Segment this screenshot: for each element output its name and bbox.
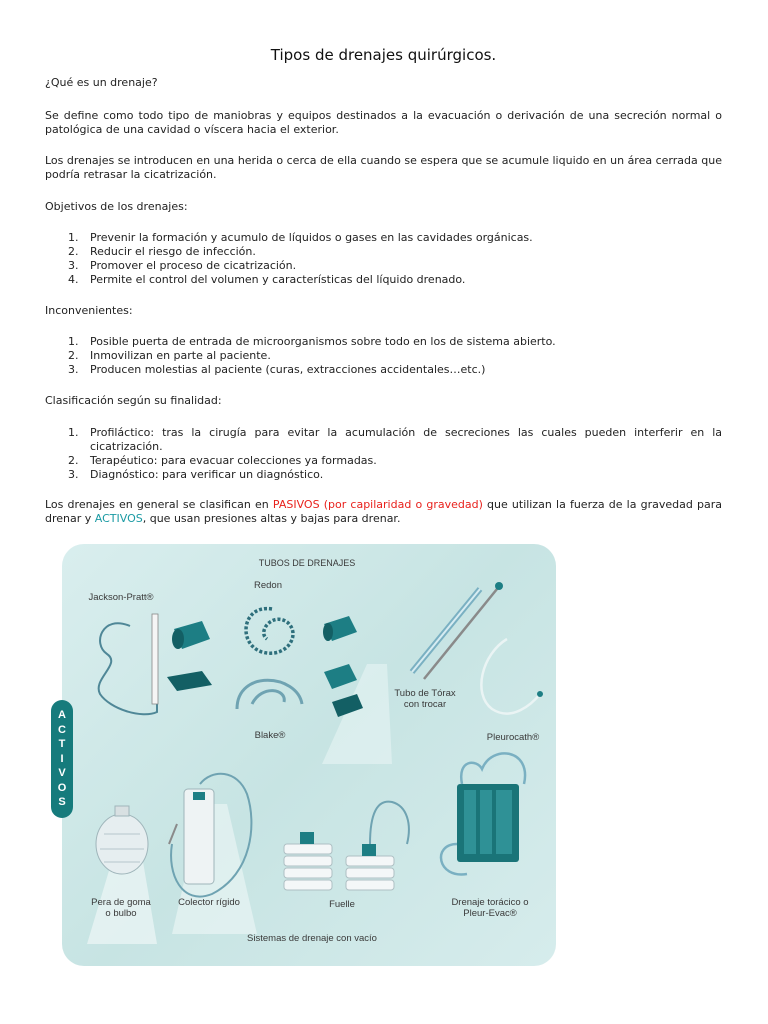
pasivos-highlight: PASIVOS (por capilaridad o gravedad) — [272, 498, 483, 511]
drawbacks-list — [45, 335, 722, 377]
label-blake: Blake® — [254, 730, 286, 741]
list-item: 3. Producen molestias al paciente (curas, extracciones accidentales…etc.) — [68, 363, 486, 376]
figure-header: TUBOS DE DRENAJES — [258, 558, 356, 568]
activos-highlight: ACTIVOS — [94, 512, 143, 525]
label-chest-tube: Tubo de Tórax con trocar — [394, 688, 456, 710]
label-pleur-evac: Drenaje torácico o Pleur-Evac® — [451, 897, 529, 919]
figure-footer: Sistemas de drenaje con vacío — [247, 933, 377, 944]
objectives-list — [45, 231, 722, 287]
label-jackson-pratt: Jackson-Pratt® — [88, 592, 154, 603]
pleurocath-icon — [481, 639, 543, 714]
label-bellows: Fuelle — [329, 899, 355, 910]
list-item: 3. Diagnóstico: para verificar un diagnóstico. — [68, 468, 324, 481]
list-item: 2. Reducir el riesgo de infección. — [68, 245, 256, 258]
list-item: 1. Profiláctico: tras la cirugía para evitar la acumulación de secreciones las cuales pueden interferir en la cicatrización. — [68, 426, 722, 453]
pleur-evac-icon — [441, 753, 525, 874]
label-redon: Redon — [254, 580, 282, 591]
list-item: 2. Inmovilizan en parte al paciente. — [68, 349, 271, 362]
objectives-heading: Objetivos de los drenajes: — [45, 200, 188, 213]
page-title: Tipos de drenajes quirúrgicos. — [270, 46, 497, 64]
drawbacks-heading: Inconvenientes: — [45, 304, 133, 317]
label-collector: Colector rígido — [178, 897, 240, 908]
bellows-icon — [284, 802, 409, 890]
list-item: 2. Terapéutico: para evacuar colecciones ya formadas. — [68, 454, 377, 467]
label-bulb: Pera de goma o bulbo — [91, 897, 151, 919]
drainage-figure — [62, 544, 556, 966]
chest-tube-trocar-icon — [412, 582, 503, 679]
jackson-pratt-icon — [99, 614, 212, 714]
definition-paragraph: Se define como todo tipo de maniobras y equipos destinados a la evacuación o derivación de una secreción normal o patológica de una cavidad o víscera hacia el exterior. — [45, 109, 722, 136]
list-item: 3. Promover el proceso de cicatrización. — [68, 259, 297, 272]
list-item: 4. Permite el control del volumen y características del líquido drenado. — [68, 273, 466, 286]
list-item: 1. Posible puerta de entrada de microorganismos sobre todo en los de sistema abierto. — [68, 335, 556, 348]
classification-list — [45, 426, 722, 482]
question-heading: ¿Qué es un drenaje? — [45, 76, 158, 89]
redon-icon — [237, 609, 363, 717]
label-pleurocath: Pleurocath® — [486, 732, 540, 743]
bulb-icon — [96, 806, 148, 874]
intro-paragraph: Los drenajes se introducen en una herida o cerca de ella cuando se espera que se acumule liquido en un área cerrada que podría retrasar la cicatrización. — [45, 154, 722, 181]
summary-paragraph: Los drenajes en general se clasifican en PASIVOS (por capilaridad o gravedad) que utilizan la fuerza de la gravedad para drenar y ACTIVOS, que usan presiones altas y bajas para drenar. — [45, 498, 722, 525]
list-item: 1. Prevenir la formación y acumulo de líquidos o gases en las cavidades orgánicas. — [68, 231, 533, 244]
classification-heading: Clasificación según su finalidad: — [45, 394, 222, 407]
activos-side-label: A C T I V O S — [51, 700, 73, 818]
